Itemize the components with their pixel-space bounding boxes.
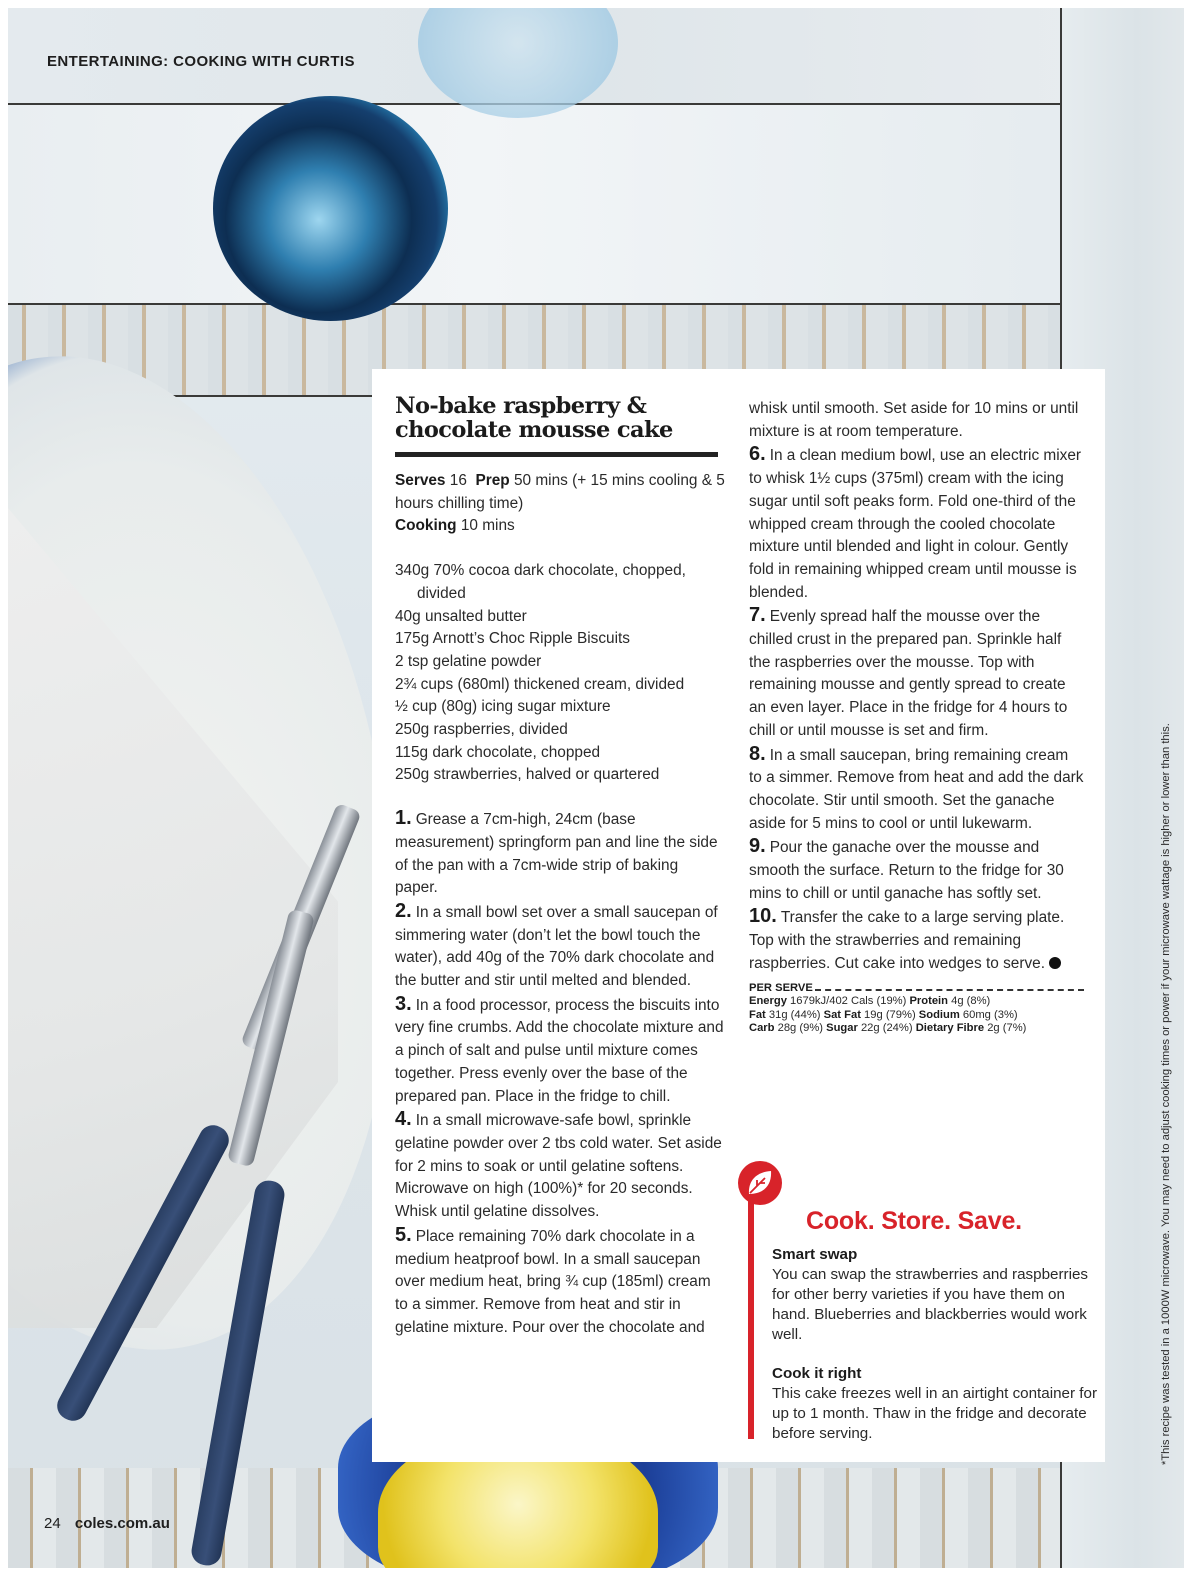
fat-label: Fat (749, 1008, 766, 1021)
method-step (395, 1224, 725, 1340)
step-number: 9. (749, 835, 766, 858)
method-step (749, 835, 1084, 905)
leaf-icon (738, 1161, 782, 1205)
protein-value: 4g (8%) (951, 995, 991, 1008)
ingredient-item: 115g dark chocolate, chopped (395, 743, 601, 761)
end-marker-dot-icon (1049, 957, 1061, 969)
prep-value: 50 mins (+ 15 mins cooling & 5 hours chilling time) (395, 472, 725, 512)
method-step (749, 905, 1084, 975)
sat-fat-label: Sat Fat (823, 1008, 861, 1021)
serves-value: 16 (449, 472, 467, 489)
recipe-column-left (395, 369, 725, 1339)
step-number: 5. (395, 1223, 412, 1246)
step-text: In a small microwave-safe bowl, sprinkle gelatine powder over 2 tbs cold water. Set aside for 2 mins to soak or until gelatine softens. Microwave on high (100%)* for 20 seconds. Whisk until gelatine dissolves. (395, 1112, 722, 1221)
method-step-continued: whisk until smooth. Set aside for 10 mins or until mixture is at room temperature. (749, 400, 1079, 440)
fibre-label: Dietary Fibre (915, 1022, 985, 1035)
recipe-column-right (749, 369, 1084, 1036)
step-text: In a clean medium bowl, use an electric mixer to whisk 1½ cups (375ml) cream with the icing sugar until soft peaks form. Fold one-third of the whipped cream through the cooled chocolate mixture until blended and light in colour. Gently fold in remaining whipped cream until mousse is blended. (749, 447, 1082, 601)
tip-title: Cook. Store. Save. (806, 1207, 1022, 1235)
wood-plank (8, 105, 1184, 305)
method-step (395, 993, 725, 1109)
method-step (749, 743, 1084, 836)
prep-label: Prep (475, 472, 510, 489)
per-serve-label: PER SERVE (749, 981, 813, 994)
cooking-label: Cooking (395, 517, 457, 535)
step-text: In a food processor, process the biscuits into very fine crumbs. Add the chocolate mixture and a pinch of salt and pulse until mixture comes together. Press evenly over the base of the prepared pan. Place in the fridge to chill. (395, 996, 724, 1105)
method-step (749, 443, 1084, 604)
fibre-value: 2g (7%) (987, 1022, 1027, 1035)
site-link[interactable]: coles.com.au (74, 1515, 170, 1532)
ingredients-list (395, 560, 725, 787)
step-number: 1. (395, 807, 412, 830)
ingredient-item: 340g 70% cocoa dark chocolate, chopped, divided (395, 562, 686, 602)
sodium-value: 60mg (3%) (962, 1008, 1018, 1021)
ingredient-item: 2 tsp gelatine powder (395, 652, 542, 670)
page-footer (44, 1515, 170, 1532)
step-text: Place remaining 70% dark chocolate in a medium heatproof bowl. In a small saucepan over medium heat, bring ¾ cup (185ml) cream to a simmer. Remove from heat and stir in gelatine mixture. Pour over the chocolate and (395, 1227, 711, 1336)
energy-label: Energy (749, 995, 787, 1008)
section-label: ENTERTAINING: COOKING WITH CURTIS (47, 53, 355, 70)
step-number: 2. (395, 899, 412, 922)
sat-fat-value: 19g (79%) (864, 1008, 916, 1021)
method-step (749, 604, 1084, 742)
method-steps-continued (749, 398, 1084, 976)
method-step (395, 900, 725, 993)
nutrition-heading (749, 982, 1084, 996)
step-number: 10. (749, 905, 777, 928)
nutrition-row (749, 995, 1084, 1009)
step-text: Grease a 7cm-high, 24cm (base measurement) springform pan and line the side of the pan with a 7cm-wide strip of baking paper. (395, 811, 718, 897)
fat-value: 31g (44%) (768, 1008, 821, 1021)
step-text: Transfer the cake to a large serving plate. Top with the strawberries and remaining raspberries. Cut cake into wedges to serve. (749, 909, 1065, 972)
smart-swap-heading: Smart swap (772, 1246, 858, 1263)
ingredient-item: 40g unsalted butter (395, 607, 527, 625)
microwave-footnote: *This recipe was tested in a 1000W microwave. You may need to adjust cooking times or power if your microwave wattage is higher or lower than this. (1160, 723, 1172, 1465)
recipe-title-line-1: No-bake raspberry & (395, 393, 647, 419)
recipe-title-line-2: chocolate mousse cake (395, 417, 673, 443)
ingredient-item: 2¾ cups (680ml) thickened cream, divided (395, 675, 685, 693)
method-step (395, 1108, 725, 1224)
ingredient-item: 250g strawberries, halved or quartered (395, 766, 660, 784)
tip-accent-bar (748, 1191, 754, 1439)
cook-it-right-text: This cake freezes well in an airtight container for up to 1 month. Thaw in the fridge and decorate before serving. (772, 1385, 1097, 1442)
recipe-meta (395, 470, 725, 538)
title-divider (395, 452, 718, 457)
step-number: 4. (395, 1108, 412, 1131)
dashed-rule (815, 983, 1084, 991)
sodium-label: Sodium (918, 1008, 960, 1021)
tip-body (772, 1245, 1097, 1444)
step-number: 7. (749, 604, 766, 627)
nutrition-row (749, 1009, 1084, 1023)
ingredient-item: 175g Arnott’s Choc Ripple Biscuits (395, 630, 630, 648)
step-text: Pour the ganache over the mousse and smooth the surface. Return to the fridge for 30 mins to chill or until ganache has softly set. (749, 839, 1064, 902)
cook-it-right-heading: Cook it right (772, 1365, 862, 1382)
step-number: 6. (749, 443, 766, 466)
cook-store-save-box (736, 1161, 1096, 1441)
energy-value: 1679kJ/402 Cals (19%) (790, 995, 907, 1008)
nutrition-per-serve (749, 982, 1084, 1036)
step-number: 3. (395, 992, 412, 1015)
blue-tumbler-image (213, 96, 448, 321)
method-step (395, 807, 725, 900)
page-number: 24 (44, 1515, 61, 1532)
cooking-value: 10 mins (460, 517, 515, 535)
sugar-value: 22g (24%) (860, 1022, 913, 1035)
nutrition-row (749, 1022, 1084, 1036)
step-text: In a small saucepan, bring remaining cream to a simmer. Remove from heat and add the dark chocolate. Stir until smooth. Set the ganache aside for 5 mins to cool or until lukewarm. (749, 746, 1084, 832)
smart-swap-text: You can swap the strawberries and raspberries for other berry varieties if you have them on hand. Blueberries and blackberries would work well. (772, 1266, 1089, 1343)
step-text: In a small bowl set over a small saucepan of simmering water (don’t let the bowl touch the water), add 40g of the 70% dark chocolate and the butter and stir until melted and blended. (395, 903, 718, 990)
serves-label: Serves (395, 472, 446, 489)
ingredient-item: ½ cup (80g) icing sugar mixture (395, 698, 611, 716)
protein-label: Protein (909, 995, 948, 1008)
sugar-label: Sugar (826, 1022, 858, 1035)
recipe-title (395, 394, 725, 442)
recipe-card (372, 369, 1105, 1462)
step-number: 8. (749, 742, 766, 765)
ingredient-item: 250g raspberries, divided (395, 721, 568, 739)
carb-label: Carb (749, 1022, 775, 1035)
carb-value: 28g (9%) (777, 1022, 824, 1035)
step-text: Evenly spread half the mousse over the chilled crust in the prepared pan. Sprinkle half the raspberries over the mousse. Top with remaining mousse and gently spread to create an even layer. Place in the fridge for 4 hours to chill or until mousse is set and firm. (749, 608, 1068, 739)
method-steps (395, 807, 725, 1339)
